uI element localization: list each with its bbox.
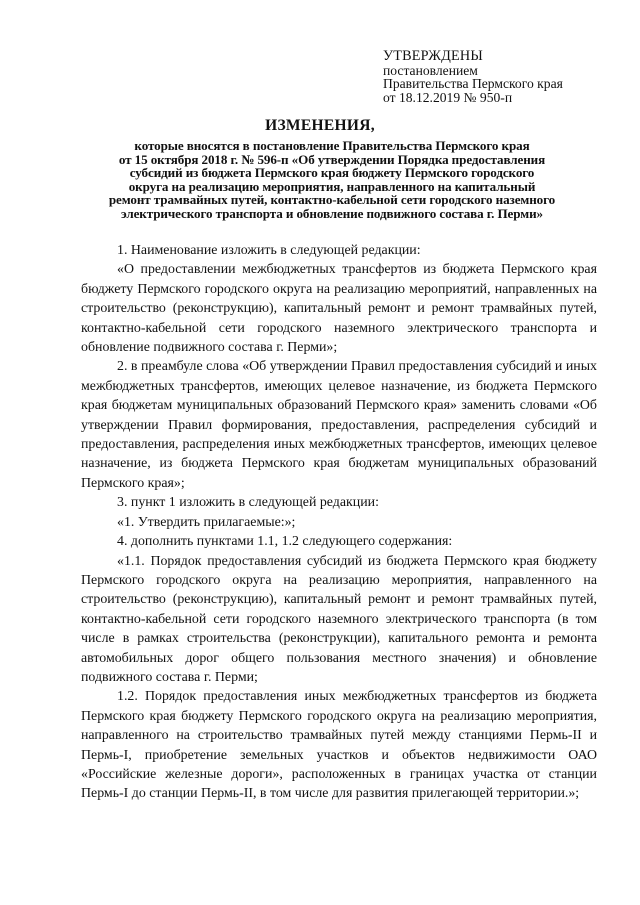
paragraph: 1.2. Порядок предоставления иных межбюджетных трансфертов из бюджета Пермского края бюджету Пермского городского округа на реализацию мероприятия, направленного на строительство трамвайных путей между станциями Пермь-II и Пермь-I, приобретение земельных участков и объектов недвижимости ОАО «Российские железные дороги», расположенных в границах участка от станции Пермь-I до станции Пермь-II, в том числе для развития прилегающей территории.»; (81, 689, 597, 802)
document-title: ИЗМЕНЕНИЯ, (265, 117, 375, 134)
approval-line-1: постановлением (383, 62, 478, 78)
paragraph: «1.1. Порядок предоставления субсидий из бюджета Пермского края бюджету Пермского городского округа на реализацию мероприятия, направленного на строительство (реконструкцию), капитальный ремонт и ремонт трамвайных путей, контактно-кабельной сети городского наземного электрического транспорта (в том числе в рамках строительства (реконструкции), капитального ремонта и ремонта автомобильных дорог общего пользования местного значения) и обновление подвижного состава г. Перми; (81, 553, 597, 685)
paragraph: 4. дополнить пунктами 1.1, 1.2 следующего содержания: (117, 534, 453, 550)
document-body (81, 241, 597, 804)
subtitle-line: которые вносятся в постановление Правительства Пермского края (134, 138, 530, 153)
paragraph: 2. в преамбуле слова «Об утверждении Правил предоставления субсидий и иных межбюджетных трансфертов, имеющих целевое назначение, из бюджета Пермского края бюджетам муниципальных образований Пермского края» заменить словами «Об утверждении Правил формирования, предоставления, распределения субсидий и предоставления, распределения иных межбюджетных трансфертов, имеющих целевое назначение, из бюджета Пермского края бюджетам муниципальных образований Пермского края»; (81, 359, 597, 491)
paragraph: 3. пункт 1 изложить в следующей редакции: (117, 495, 379, 511)
paragraph: «О предоставлении межбюджетных трансфертов из бюджета Пермского края бюджету Пермского городского округа на реализацию мероприятий, направленных на строительство (реконструкцию), капитальный ремонт и ремонт трамвайных путей, контактно-кабельной сети городского наземного электрического транспорта и обновление подвижного состава г. Перми»; (81, 262, 597, 356)
subtitle-line: ремонт трамвайных путей, контактно-кабельной сети городского наземного (108, 192, 556, 208)
approval-line-2: Правительства Пермского края (383, 76, 563, 91)
approval-line-3: от 18.12.2019 № 950-п (383, 89, 513, 105)
subtitle-line: электрического транспорта и обновление подвижного состава г. Перми» (121, 205, 543, 221)
subtitle-line: от 15 октября 2018 г. № 596-п «Об утверждении Порядка предоставления (118, 151, 546, 167)
subtitle-line: округа на реализацию мероприятия, направленного на капитальный (128, 178, 536, 194)
document-subtitle (78, 139, 586, 221)
approval-heading: УТВЕРЖДЕНЫ (383, 48, 483, 64)
paragraph: «1. Утвердить прилагаемые:»; (117, 514, 296, 530)
approval-block (383, 50, 633, 104)
paragraph: 1. Наименование изложить в следующей редакции: (117, 243, 421, 258)
subtitle-line: субсидий из бюджета Пермского края бюджету Пермского городского (129, 165, 535, 181)
